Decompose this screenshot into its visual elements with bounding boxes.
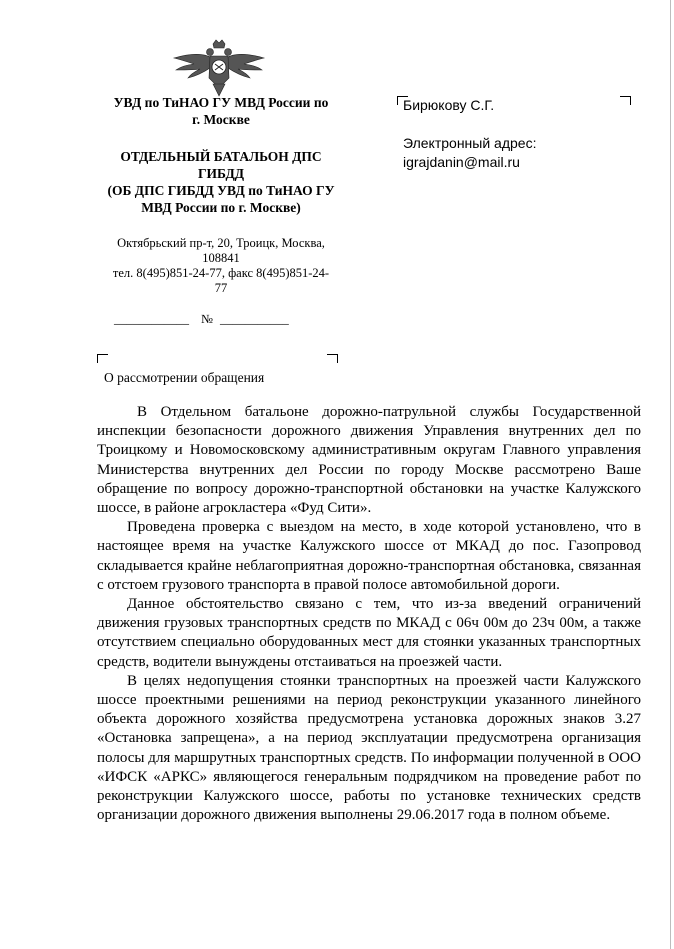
reg-number-blank: ___________	[219, 312, 289, 326]
issuer-address-line: 108841	[202, 251, 240, 265]
email-address: igrajdanin@mail.ru	[403, 154, 520, 170]
issuer-org-line: г. Москве	[192, 112, 250, 127]
issuer-unit-line: ГИБДД	[197, 166, 245, 181]
issuer-address-line: 77	[214, 281, 228, 295]
issuer-unit-line: ОТДЕЛЬНЫЙ БАТАЛЬОН ДПС	[120, 149, 322, 164]
issuer-unit-line: МВД России по г. Москве)	[141, 200, 301, 215]
reg-date-blank: ____________	[114, 312, 189, 326]
registration-number-line	[114, 312, 289, 327]
body-paragraph: В целях недопущения стоянки транспортных на проезжей части Калужского шоссе проектными решениями на период реконструкции указанного линейного объекта дорожного хозяйства предусмотрена установка дорожных знаков 3.27 «Остановка запрещена», а на период эксплуатации предусмотрена организация полосы для маршрутных транспортных средств. По информации полученной в ООО «ИФСК «АРКС» являющегося генеральным подрядчиком на проведение работ по реконструкции Калужского шоссе, работы по установке технических средств организации дорожного движения выполнены 29.06.2017 года в полном объеме.	[97, 672, 641, 824]
subject-bracket-left	[97, 354, 108, 363]
issuer-org-line: УВД по ТиНАО ГУ МВД России по	[113, 95, 329, 110]
subject-bracket-right	[327, 354, 338, 363]
issuer-unit-line: (ОБ ДПС ГИБДД УВД по ТиНАО ГУ	[107, 183, 335, 198]
email-label: Электронный адрес:	[403, 135, 537, 151]
page-border-right	[670, 0, 671, 949]
recipient-name: Бирюкову С.Г.	[403, 97, 495, 113]
issuer-address-line: тел. 8(495)851-24-77, факс 8(495)851-24-	[112, 266, 330, 280]
recipient-email-block	[403, 134, 536, 172]
number-sign: №	[201, 312, 213, 326]
body-paragraph: В Отдельном батальоне дорожно-патрульной службы Государственной инспекции безопасности дорожного движения Управления внутренних дел по Троицкому и Новомосковскому административным округам Главного управления Министерства внутренних дел России по городу Москве рассмотрено Ваше обращение по вопросу дорожно-транспортной обстановки на участке Калужского шоссе, в районе агрокластера «Фуд Сити».	[97, 404, 641, 517]
letter-subject: О рассмотрении обращения	[104, 370, 265, 385]
mvd-eagle-emblem-icon	[168, 38, 270, 98]
issuer-address	[95, 236, 347, 296]
issuer-address-line: Октябрьский пр-т, 20, Троицк, Москва,	[117, 236, 325, 250]
body-paragraph: Данное обстоятельство связано с тем, что из-за введений ограничений движения грузовых транспортных средств по МКАД с 06ч 00м до 23ч 00м, а также отсутствием специально оборудованных мест для стоянки указанных транспортных средств, водители вынуждены отстаиваться на проезжей части.	[97, 596, 641, 670]
recipient-bracket-right	[620, 96, 631, 105]
issuer-org-name	[95, 94, 347, 128]
letter-body	[97, 403, 641, 825]
body-paragraph: Проведена проверка с выездом на место, в ходе которой установлено, что в настоящее время на участке Калужского шоссе от МКАД до пос. Газопровод складывается крайне неблагоприятная дорожно-транспортная обстановка, связанная с отстоем грузового транспорта в правой полосе автомобильной дороги.	[97, 519, 641, 593]
issuer-unit-name	[95, 148, 347, 216]
